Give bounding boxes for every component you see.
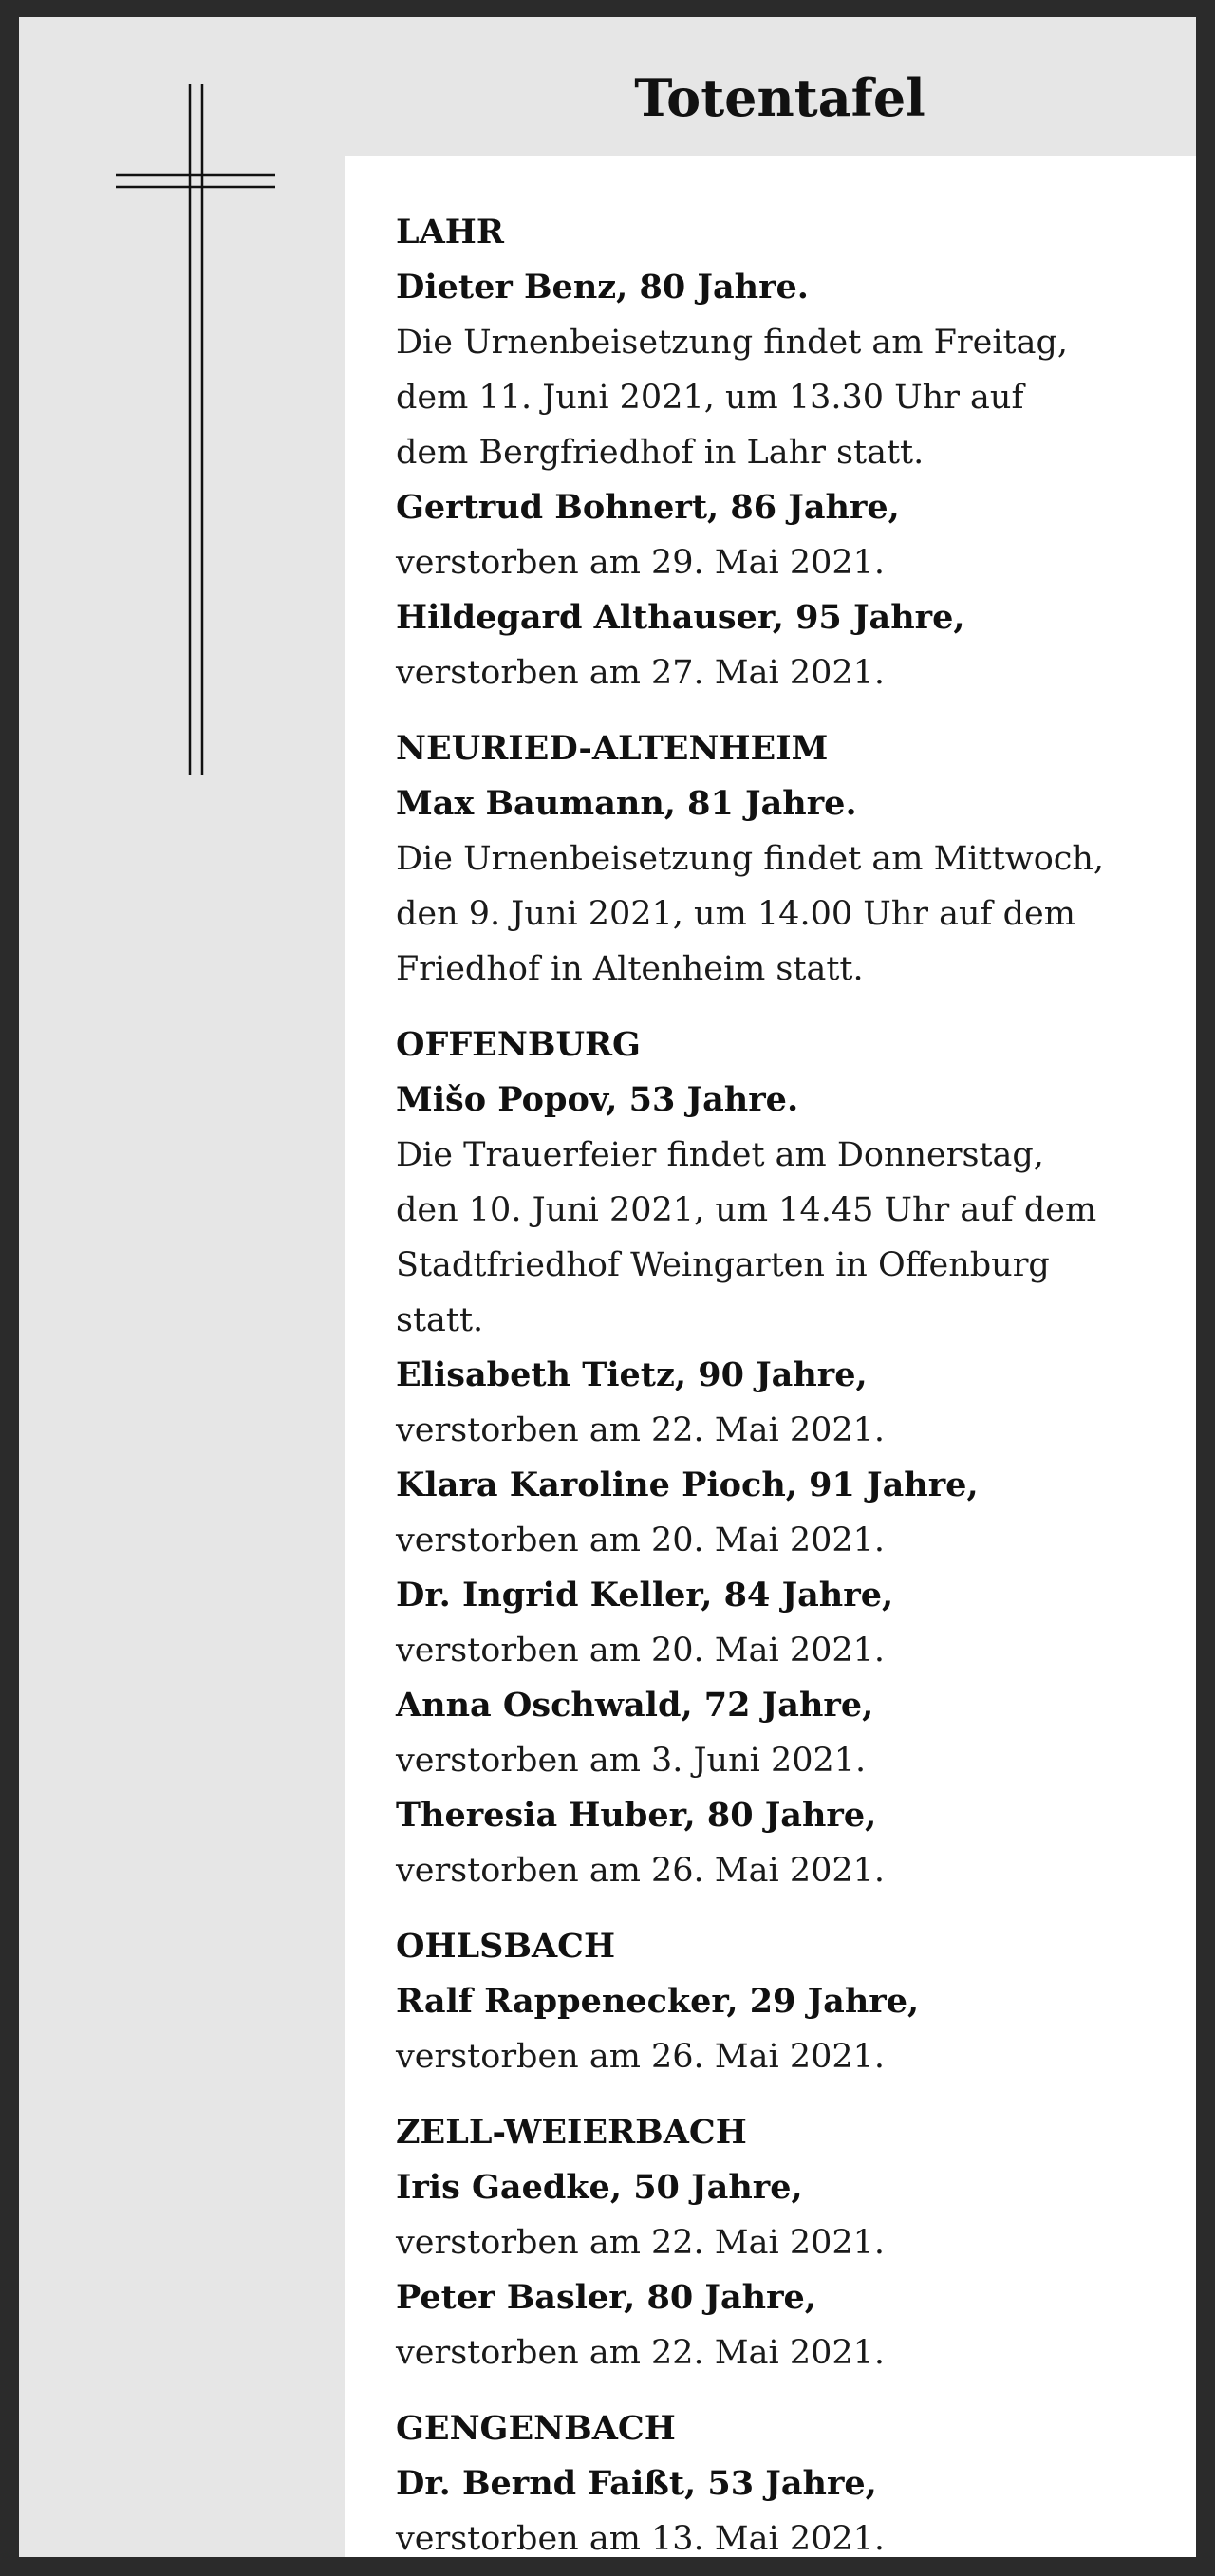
obituary-entry <box>396 480 1158 590</box>
obituary-panel <box>19 17 1196 2557</box>
deceased-name: Max Baumann, 81 Jahre. <box>396 784 857 823</box>
place-heading: ZELL-WEIERBACH <box>396 2113 747 2152</box>
obituary-text-line: Die Trauerfeier findet am Donnerstag, <box>396 1136 1044 1174</box>
obituary-entry <box>396 1678 1158 1788</box>
place-section <box>396 2401 1158 2567</box>
obituary-text-line: den 10. Juni 2021, um 14.45 Uhr auf dem <box>396 1191 1097 1229</box>
deceased-name: Peter Basler, 80 Jahre, <box>396 2278 816 2317</box>
place-section <box>396 205 1158 700</box>
obituary-list <box>345 156 1196 2557</box>
obituary-entry <box>396 1568 1158 1678</box>
place-section <box>396 1017 1158 1898</box>
place-section <box>396 721 1158 997</box>
obituary-text-line: Friedhof in Altenheim statt. <box>396 950 864 988</box>
obituary-text-line: Die Urnenbeisetzung findet am Freitag, <box>396 324 1068 362</box>
deceased-name: Dr. Ingrid Keller, 84 Jahre, <box>396 1576 894 1615</box>
deceased-name: Hildegard Althauser, 95 Jahre, <box>396 598 965 637</box>
obituary-entry <box>396 2456 1158 2567</box>
place-section <box>396 2105 1158 2380</box>
obituary-text-line: verstorben am 29. Mai 2021. <box>396 544 886 582</box>
deceased-name: Mišo Popov, 53 Jahre. <box>396 1080 799 1119</box>
deceased-name: Theresia Huber, 80 Jahre, <box>396 1796 877 1835</box>
page-title: Totentafel <box>634 67 925 128</box>
obituary-text-line: verstorben am 22. Mai 2021. <box>396 2334 886 2372</box>
deceased-name: Gertrud Bohnert, 86 Jahre, <box>396 488 900 527</box>
obituary-entry <box>396 1974 1158 2084</box>
deceased-name: Dr. Bernd Faißt, 53 Jahre, <box>396 2464 877 2503</box>
deceased-name: Iris Gaedke, 50 Jahre, <box>396 2168 803 2207</box>
obituary-text-line: Stadtfriedhof Weingarten in Offenburg <box>396 1246 1050 1284</box>
obituary-text-line: verstorben am 13. Mai 2021. <box>396 2520 886 2558</box>
obituary-text-line: verstorben am 20. Mai 2021. <box>396 1632 886 1670</box>
place-heading: LAHR <box>396 213 504 252</box>
obituary-text-line: statt. <box>396 1301 484 1339</box>
obituary-entry <box>396 2270 1158 2380</box>
deceased-name: Ralf Rappenecker, 29 Jahre, <box>396 1982 920 2021</box>
place-heading: GENGENBACH <box>396 2409 676 2448</box>
cross-icon <box>95 65 285 786</box>
place-heading: OHLSBACH <box>396 1927 616 1966</box>
obituary-entry <box>396 1073 1158 1348</box>
obituary-entry <box>396 776 1158 997</box>
obituary-text-line: verstorben am 22. Mai 2021. <box>396 1411 886 1449</box>
obituary-text-line: dem Bergfriedhof in Lahr statt. <box>396 434 925 472</box>
place-section <box>396 1919 1158 2084</box>
obituary-text-line: den 9. Juni 2021, um 14.00 Uhr auf dem <box>396 895 1075 933</box>
obituary-text-line: verstorben am 22. Mai 2021. <box>396 2224 886 2262</box>
obituary-entry <box>396 260 1158 480</box>
obituary-text-line: verstorben am 27. Mai 2021. <box>396 654 886 692</box>
deceased-name: Elisabeth Tietz, 90 Jahre, <box>396 1355 868 1394</box>
place-heading: OFFENBURG <box>396 1025 641 1064</box>
obituary-text-line: dem 11. Juni 2021, um 13.30 Uhr auf <box>396 379 1024 417</box>
place-heading: NEURIED-ALTENHEIM <box>396 729 829 768</box>
obituary-text-line: verstorben am 3. Juni 2021. <box>396 1742 867 1780</box>
obituary-text-line: verstorben am 20. Mai 2021. <box>396 1521 886 1559</box>
obituary-entry <box>396 590 1158 700</box>
obituary-entry <box>396 1788 1158 1898</box>
obituary-text-line: Die Urnenbeisetzung findet am Mittwoch, <box>396 840 1105 878</box>
obituary-entry <box>396 1348 1158 1458</box>
obituary-entry <box>396 2160 1158 2270</box>
deceased-name: Anna Oschwald, 72 Jahre, <box>396 1686 874 1725</box>
obituary-text-line: verstorben am 26. Mai 2021. <box>396 2038 886 2076</box>
obituary-text-line: verstorben am 26. Mai 2021. <box>396 1852 886 1890</box>
deceased-name: Klara Karoline Pioch, 91 Jahre, <box>396 1465 979 1504</box>
deceased-name: Dieter Benz, 80 Jahre. <box>396 268 809 307</box>
obituary-entry <box>396 1458 1158 1568</box>
